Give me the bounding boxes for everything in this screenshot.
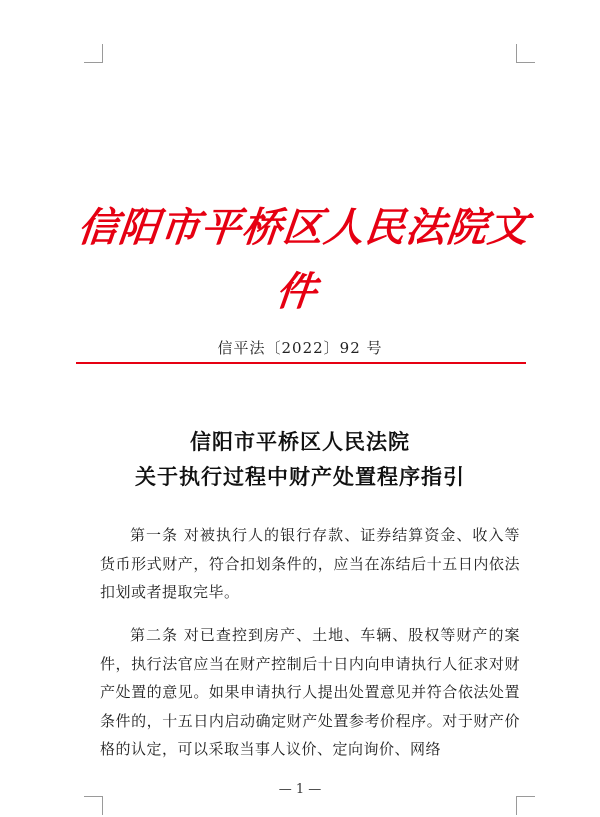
crop-mark-top-right [516, 44, 535, 63]
crop-mark-bottom-left [84, 796, 103, 815]
body-paragraph-article-1: 第一条 对被执行人的银行存款、证券结算资金、收入等货币形式财产，符合扣划条件的，应当在冻结后十五日内依法扣划或者提取完毕。 [100, 526, 520, 601]
red-masthead-title: 信阳市平桥区人民法院文件 [75, 204, 532, 315]
crop-mark-bottom-right [516, 796, 535, 815]
page-number: — 1 — [278, 782, 322, 797]
body-paragraph-article-2: 第二条 对已查控到房产、土地、车辆、股权等财产的案件，执行法官应当在财产控制后十日内向申请执行人征求对财产处置的意见。如果申请执行人提出处置意见并符合依法处置条件的，十五日内启动确定财产处置参考价程序。对于财产价格的认定，可以采取当事人议价、定向询价、网络 [100, 626, 520, 758]
document-number: 信平法〔2022〕92 号 [217, 339, 383, 357]
document-title-line-1: 信阳市平桥区人民法院 [190, 430, 410, 454]
document-title-line-2: 关于执行过程中财产处置程序指引 [135, 465, 465, 489]
crop-mark-top-left [84, 44, 103, 63]
red-separator-line [76, 362, 526, 364]
